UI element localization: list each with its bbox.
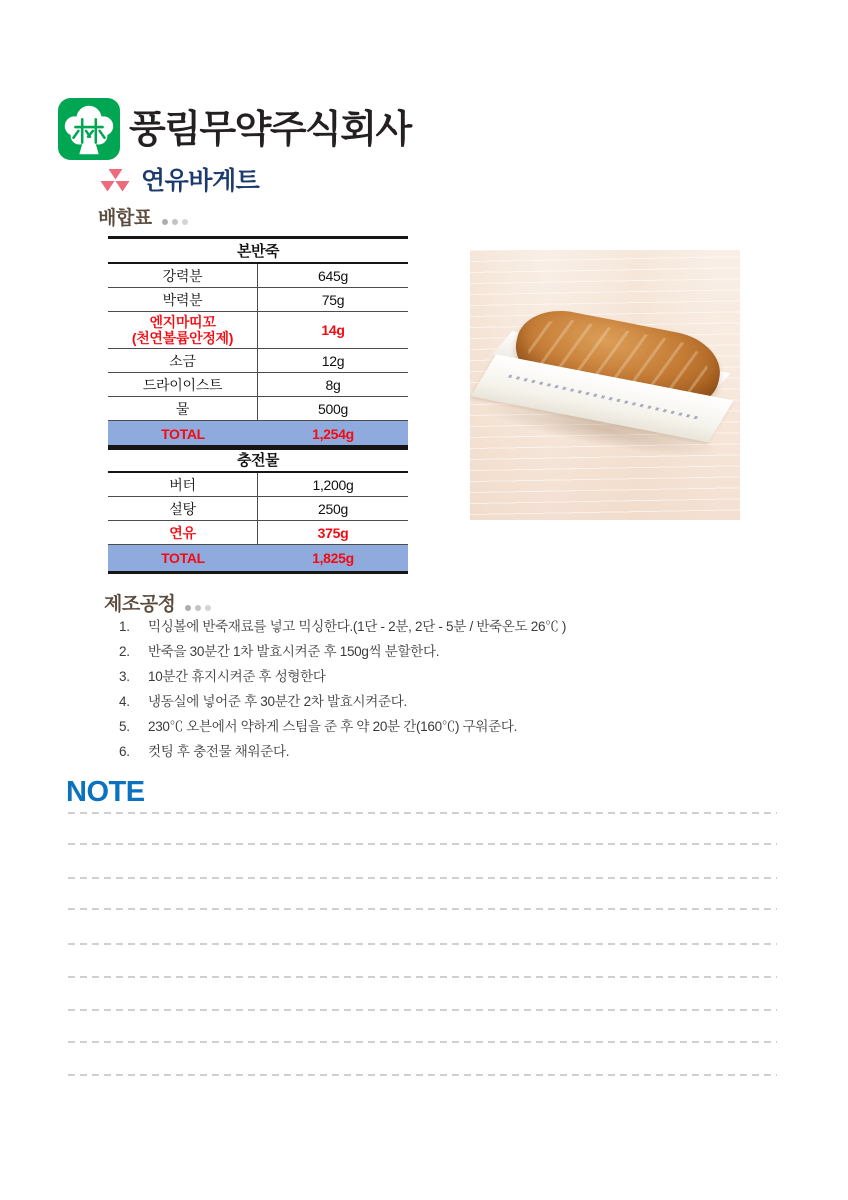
- step-number: 6.: [119, 744, 130, 759]
- total-label: TOTAL: [161, 550, 205, 566]
- step-number: 4.: [119, 694, 130, 709]
- note-ruled-line: [68, 812, 777, 814]
- table-row: [108, 473, 408, 497]
- note-ruled-line: [68, 877, 777, 879]
- process-step: [119, 689, 739, 714]
- process-step: [119, 639, 739, 664]
- table-row: [108, 349, 408, 373]
- main-dough-table: [108, 236, 408, 450]
- note-section-heading: NOTE: [66, 776, 145, 808]
- ingredient-amount: 645g: [318, 267, 348, 284]
- total-label: TOTAL: [161, 426, 205, 442]
- ingredient-name: 박력분: [108, 288, 258, 311]
- ingredient-name: 버터: [108, 473, 258, 496]
- table-row: [108, 497, 408, 521]
- step-text: 믹싱볼에 반죽재료를 넣고 믹싱한다.(1단 - 2분, 2단 - 5분 / 반죽온도 26℃ ): [148, 619, 567, 634]
- step-text: 냉동실에 넣어준 후 30분간 2차 발효시켜준다.: [148, 694, 407, 709]
- table-row: [108, 373, 408, 397]
- process-steps-list: [119, 614, 739, 764]
- ingredient-name: 소금: [108, 349, 258, 372]
- table-header: 충전물: [108, 448, 408, 473]
- process-step: [119, 614, 739, 639]
- total-amount: 1,254g: [312, 426, 354, 442]
- page-title: 연유바게트: [141, 167, 260, 195]
- ingredient-name: 물: [108, 397, 258, 420]
- step-number: 5.: [119, 719, 130, 734]
- ingredient-amount: 75g: [321, 291, 345, 308]
- ingredient-name: 드라이이스트: [108, 373, 258, 396]
- note-ruled-line: [68, 1009, 777, 1011]
- ingredient-amount: 250g: [318, 500, 348, 517]
- table-row: [108, 397, 408, 421]
- step-text: 반죽을 30분간 1차 발효시켜준 후 150g씩 분할한다.: [148, 644, 440, 659]
- ingredient-amount: 375g: [317, 524, 349, 541]
- table-row-highlighted: [108, 312, 408, 349]
- ingredient-amount: 500g: [318, 400, 348, 417]
- ingredient-name: 연유: [108, 521, 258, 544]
- company-name: 풍림무약주식회사: [129, 109, 411, 151]
- ingredient-amount: 1,200g: [312, 476, 354, 493]
- step-number: 1.: [119, 619, 130, 634]
- process-heading-label: 제조공정: [104, 594, 176, 615]
- ingredient-name: 강력분: [108, 264, 258, 287]
- table-header: 본반죽: [108, 239, 408, 264]
- recipe-section-heading: [98, 203, 188, 231]
- ingredient-amount: 14g: [321, 322, 345, 338]
- step-text: 10분간 휴지시켜준 후 성형한다: [148, 669, 326, 684]
- table-row: [108, 264, 408, 288]
- table-row-highlighted: [108, 521, 408, 545]
- step-text: 230℃ 오븐에서 약하게 스팀을 준 후 약 20분 간(160℃) 구워준다.: [148, 719, 518, 734]
- step-number: 3.: [119, 669, 130, 684]
- recipe-heading-label: 배합표: [98, 208, 152, 229]
- bread-in-tray-illustration: [470, 297, 740, 512]
- step-number: 2.: [119, 644, 130, 659]
- ingredient-amount: 12g: [321, 352, 345, 369]
- company-tree-logo-icon: [58, 98, 120, 160]
- note-ruled-line: [68, 1074, 777, 1076]
- process-step: [119, 739, 739, 764]
- process-step: [119, 714, 739, 739]
- note-ruled-line: [68, 976, 777, 978]
- total-amount: 1,825g: [312, 550, 354, 566]
- product-photo: [470, 250, 740, 520]
- table-row: [108, 288, 408, 312]
- note-ruled-line: [68, 843, 777, 845]
- ingredient-name: 엔지마띠꼬 (천연볼륨안정제): [108, 312, 258, 348]
- table-total-row: [108, 421, 408, 447]
- process-section-heading: [104, 589, 211, 617]
- process-step: [119, 664, 739, 689]
- filling-table: [108, 445, 408, 574]
- heading-dots-decoration: [158, 209, 188, 231]
- note-ruled-line: [68, 1041, 777, 1043]
- triple-triangle-bullet-icon: [99, 168, 130, 197]
- note-ruled-line: [68, 943, 777, 945]
- ingredient-name: 설탕: [108, 497, 258, 520]
- table-total-row: [108, 545, 408, 571]
- ingredient-amount: 8g: [325, 376, 341, 393]
- note-ruled-line: [68, 908, 777, 910]
- step-text: 컷팅 후 충전물 채워준다.: [148, 744, 290, 759]
